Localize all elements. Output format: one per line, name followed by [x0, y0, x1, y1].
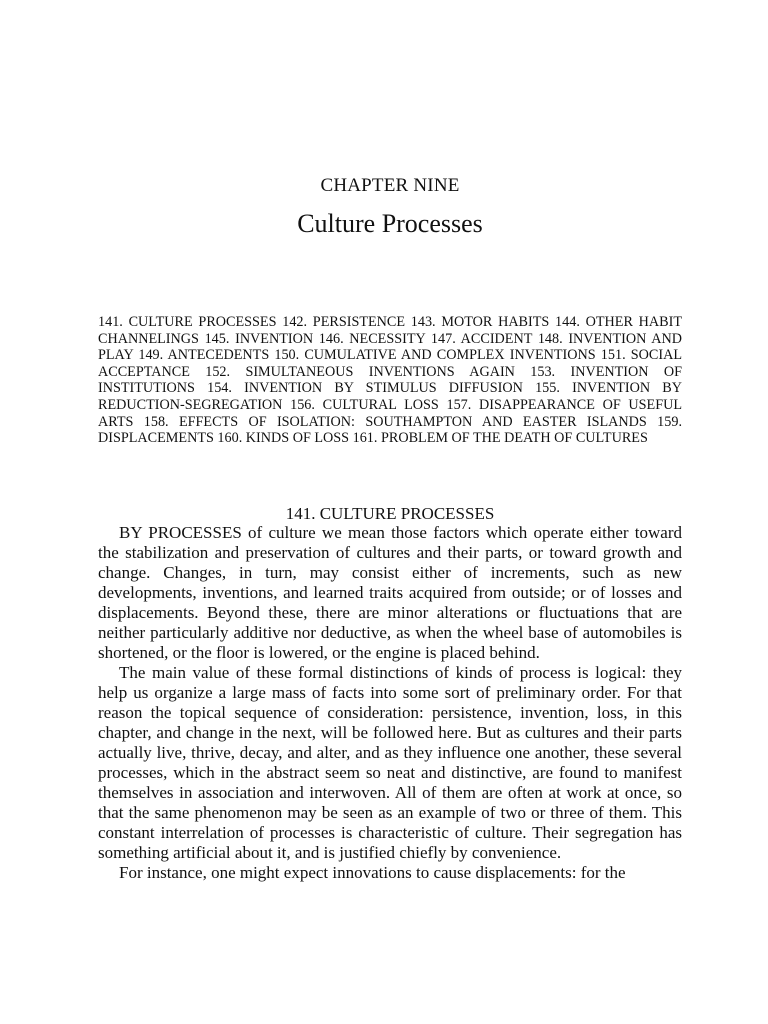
body-paragraph: BY PROCESSES of culture we mean those factors which operate either toward the stabilization and preservation of cultures and their parts, or toward growth and change. Changes, in turn, may consist either of increments, such as new developments, inventions, and learned traits acquired from outside; or of losses and displacements. Beyond these, there are minor alterations or fluctuations that are neither particularly additive nor deductive, as when the wheel base of automobiles is shortened, or the floor is lowered, or the engine is placed behind.	[98, 523, 682, 662]
body-paragraph: For instance, one might expect innovations to cause displacements: for the	[119, 863, 626, 882]
body-paragraph: The main value of these formal distinctions of kinds of process is logical: they help us organize a large mass of facts into some sort of preliminary order. For that reason the topical sequence of consideration: persistence, invention, loss, in this chapter, and change in the next, will be followed here. But as cultures and their parts actually live, thrive, decay, and alter, and as they influence one another, these several processes, which in the abstract seem so neat and distinctive, are found to manifest themselves in association and interwoven. All of them are often at work at once, so that the same phenomenon may be seen as an example of two or three of them. This constant interrelation of processes is characteristic of culture. Their segregation has something artificial about it, and is justified chiefly by convenience.	[98, 663, 682, 862]
section-heading: 141. CULTURE PROCESSES	[285, 504, 495, 523]
section-body	[98, 523, 682, 883]
chapter-label: CHAPTER NINE	[320, 175, 460, 196]
chapter-title: Culture Processes	[297, 209, 483, 238]
chapter-contents-summary: 141. CULTURE PROCESSES 142. PERSISTENCE 143. MOTOR HABITS 144. OTHER HABIT CHANNELINGS 145. INVENTION 146. NECESSITY 147. ACCIDENT 148. INVENTION AND PLAY 149. ANTECEDENTS 150. CUMULATIVE AND COMPLEX INVENTIONS 151. SOCIAL ACCEPTANCE 152. SIMULTANEOUS INVENTIONS AGAIN 153. INVENTION OF INSTITUTIONS 154. INVENTION BY STIMULUS DIFFUSION 155. INVENTION BY REDUCTION-SEGREGATION 156. CULTURAL LOSS 157. DISAPPEARANCE OF USEFUL ARTS 158. EFFECTS OF ISOLATION: SOUTHAMPTON AND EASTER ISLANDS 159. DISPLACEMENTS 160. KINDS OF LOSS 161. PROBLEM OF THE DEATH OF CULTURES	[98, 314, 682, 447]
